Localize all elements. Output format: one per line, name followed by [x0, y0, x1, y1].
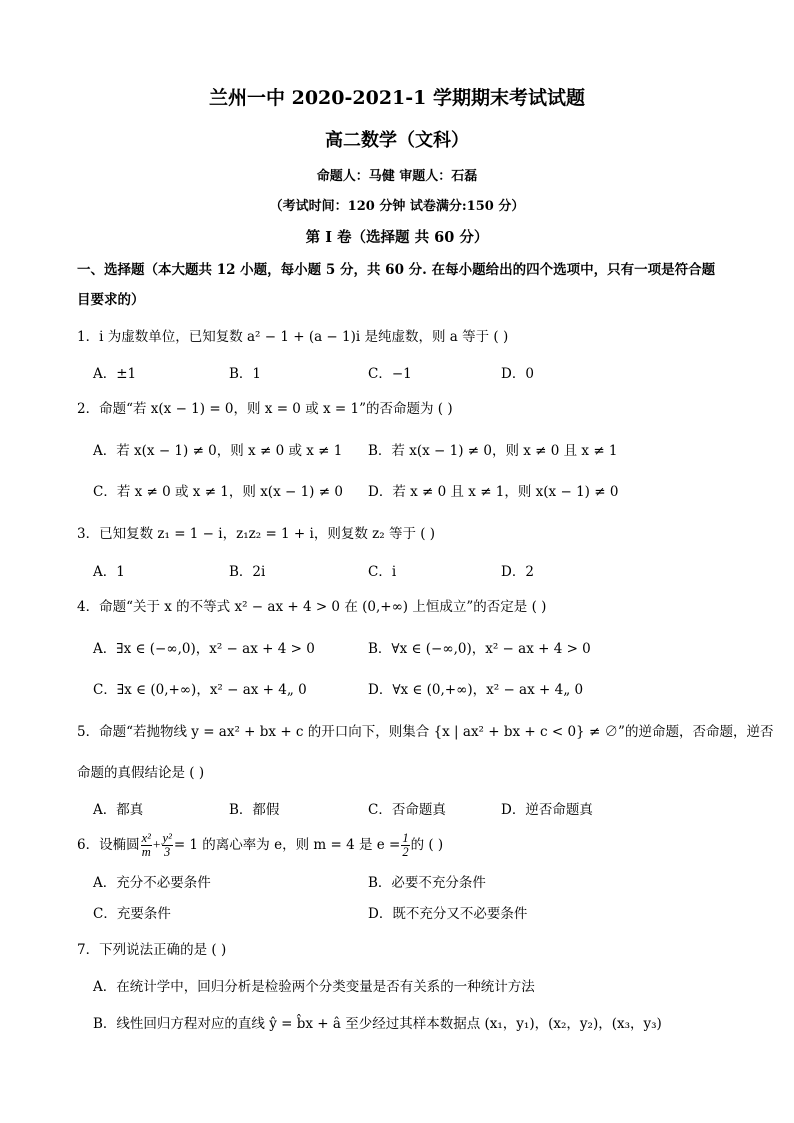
- q2-option-d: D．若 x ≠ 0 且 x ≠ 1，则 x(x − 1) ≠ 0: [368, 484, 619, 500]
- q5-option-d: D．逆否命题真: [501, 802, 593, 818]
- q6-option-a: A．充分不必要条件: [93, 875, 211, 891]
- question-1-stem: 1．i 为虚数单位，已知复数 a² − 1 + (a − 1)i 是纯虚数，则 a 等于 ( ): [77, 329, 509, 345]
- question-4-stem: 4．命题“关于 x 的不等式 x² − ax + 4 > 0 在 (0,+∞) 上恒成立”的否定是 ( ): [77, 599, 547, 615]
- question-5-stem-line2: 命题的真假结论是 ( ): [77, 765, 205, 781]
- question-2-stem: 2．命题“若 x(x − 1) = 0，则 x = 0 或 x = 1”的否命题为 ( ): [77, 401, 453, 417]
- exam-subtitle: 高二数学（文科）: [325, 130, 469, 151]
- question-7-stem: 7．下列说法正确的是 ( ): [77, 942, 227, 958]
- q4-option-c: C．∃x ∈ (0,+∞)，x² − ax + 4„ 0: [93, 682, 307, 698]
- q7-option-b: B．线性回归方程对应的直线 ŷ = b̂x + â 至少经过其样本数据点 (x₁，y₁)，(x₂，y₂)，(x₃，y₃): [93, 1016, 662, 1032]
- q4-option-a: A．∃x ∈ (−∞,0)，x² − ax + 4 > 0: [93, 641, 315, 657]
- q6-fraction-1-over-2: $\frac{1}{2}$: [402, 831, 409, 859]
- q6-fraction-x2-over-m: $\frac{\text{x²}}{m}$: [141, 831, 151, 859]
- q1-option-b: B．1: [229, 366, 262, 382]
- q6-option-c: C．充要条件: [93, 906, 171, 922]
- q5-option-c: C．否命题真: [368, 802, 446, 818]
- q1-option-a: A．±1: [93, 366, 137, 382]
- q3-option-c: C．i: [368, 564, 397, 580]
- question-5-stem-line1: 5．命题“若抛物线 y = ax² + bx + c 的开口向下，则集合 {x | ax² + bx + c < 0} ≠ ∅”的逆命题，否命题，逆否: [77, 724, 774, 740]
- q4-option-d: D．∀x ∈ (0,+∞)，x² − ax + 4„ 0: [368, 682, 584, 698]
- question-6-stem: [77, 830, 443, 860]
- q4-option-b: B．∀x ∈ (−∞,0)，x² − ax + 4 > 0: [368, 641, 591, 657]
- exam-info: （考试时间：120 分钟 试卷满分:150 分）: [269, 199, 525, 214]
- q3-option-a: A．1: [93, 564, 125, 580]
- q6-option-b: B．必要不充分条件: [368, 875, 486, 891]
- section-heading-line1: 一、选择题（本大题共 12 小题，每小题 5 分，共 60 分. 在每小题给出的四个选项中，只有一项是符合题: [77, 262, 716, 278]
- q7-option-a: A．在统计学中，回归分析是检验两个分类变量是否有关系的一种统计方法: [93, 979, 535, 995]
- q6-stem-mid: = 1 的离心率为 e，则 m = 4 是 e =: [173, 837, 401, 853]
- q6-stem-pre: 6．设椭圆: [77, 837, 140, 853]
- q1-option-d: D．0: [501, 366, 534, 382]
- q5-option-a: A．都真: [93, 802, 144, 818]
- q2-option-b: B．若 x(x − 1) ≠ 0，则 x ≠ 0 且 x ≠ 1: [368, 443, 618, 459]
- section-heading-line2: 目要求的）: [77, 292, 145, 308]
- volume-title: 第 I 卷（选择题 共 60 分）: [305, 229, 489, 246]
- q1-option-c: C．−1: [368, 366, 412, 382]
- q6-stem-post: 的 ( ): [410, 837, 444, 853]
- q3-option-b: B．2i: [229, 564, 266, 580]
- exam-title: 兰州一中 2020-2021-1 学期期末考试试题: [209, 87, 585, 109]
- q6-fraction-y2-over-3: $\frac{\text{y²}}{3}$: [162, 831, 172, 859]
- q5-option-b: B．都假: [229, 802, 280, 818]
- q2-option-c: C．若 x ≠ 0 或 x ≠ 1，则 x(x − 1) ≠ 0: [93, 484, 343, 500]
- q3-option-d: D．2: [501, 564, 534, 580]
- exam-authors: 命题人：马健 审题人：石磊: [316, 169, 478, 184]
- q2-option-a: A．若 x(x − 1) ≠ 0，则 x ≠ 0 或 x ≠ 1: [93, 443, 343, 459]
- q6-plus: +: [152, 837, 161, 852]
- q6-option-d: D．既不充分又不必要条件: [368, 906, 528, 922]
- question-3-stem: 3．已知复数 z₁ = 1 − i，z₁z₂ = 1 + i，则复数 z₂ 等于 ( ): [77, 526, 436, 542]
